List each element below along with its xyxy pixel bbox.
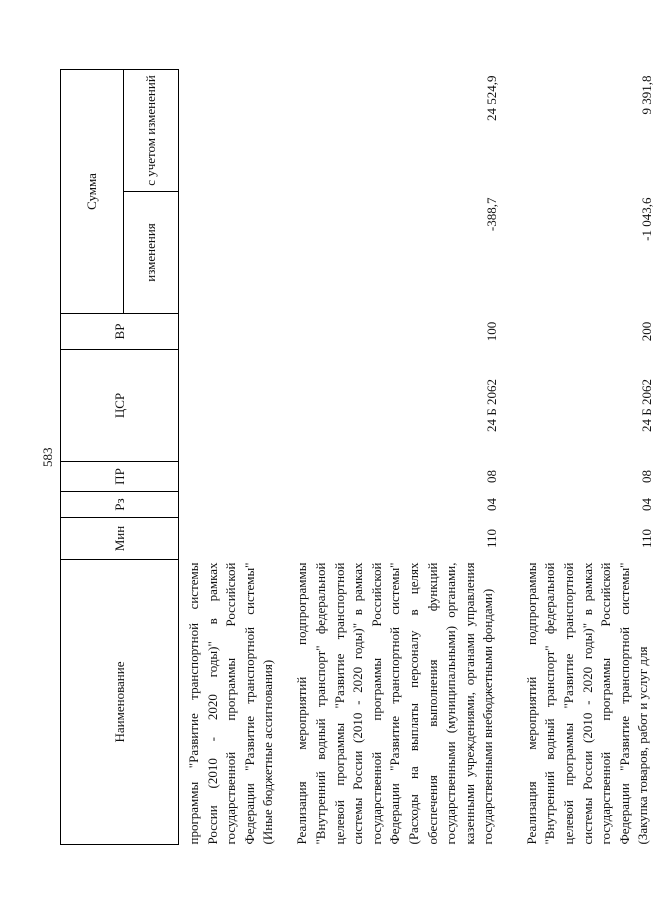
row-name: Реализация мероприятий подпрограммы "Внутренний водный транспорт" федеральной целевой программы "Развитие транспортной системы России (2010 - 2020 годы)" в рамках государственной программы Российской Федерации "Развитие транспортной системы" (Расходы на выплаты персоналу в целях обеспечения выполнения функций государственными (муниципальными) органами, казенными учреждениями, органами управления государственными внебюджетными фондами) bbox=[294, 562, 496, 845]
row-vr: 200 bbox=[639, 321, 655, 342]
row-izm: -1 043,6 bbox=[639, 197, 655, 241]
header-uchet: с учетом изменений bbox=[124, 70, 179, 192]
row-name: программы "Развитие транспортной системы России (2010 - 2020 годы)" в рамках государственной программы Российской Федерации "Развитие транспортной системы" (Иные бюджетные ассигнования) bbox=[186, 562, 276, 845]
header-csr: ЦСР bbox=[61, 350, 179, 462]
row-vr bbox=[179, 314, 282, 350]
table-row bbox=[179, 70, 282, 845]
row-csr: 24 Б 2062 bbox=[484, 379, 500, 432]
row-pr: 08 bbox=[639, 470, 655, 483]
row-min: 110 bbox=[639, 528, 655, 549]
row-rz bbox=[179, 492, 282, 518]
row-rz: 04 bbox=[639, 498, 655, 511]
row-uchet bbox=[179, 70, 282, 192]
header-min: Мин bbox=[61, 518, 179, 560]
table-row bbox=[282, 70, 502, 845]
page-number: 583 bbox=[40, 447, 55, 467]
row-min: 110 bbox=[484, 528, 500, 549]
header-sum: Сумма bbox=[61, 70, 124, 314]
row-uchet: 9 391,8 bbox=[639, 75, 655, 115]
row-min bbox=[179, 518, 282, 560]
row-izm bbox=[179, 192, 282, 314]
row-pr: 08 bbox=[484, 470, 500, 483]
row-rz: 04 bbox=[484, 498, 500, 511]
row-izm: -388,7 bbox=[484, 197, 500, 232]
header-name: Наименование bbox=[61, 560, 179, 845]
row-pr bbox=[179, 462, 282, 492]
header-vr: ВР bbox=[61, 314, 179, 350]
header-pr: ПР bbox=[61, 462, 179, 492]
row-csr bbox=[179, 350, 282, 462]
row-csr: 24 Б 2062 bbox=[639, 379, 655, 432]
table-row bbox=[502, 70, 657, 845]
row-name: Реализация мероприятий подпрограммы "Внутренний водный транспорт" федеральной целевой программы "Развитие транспортной системы России (2010 - 2020 годы)" в рамках государственной программы Российской Федерации "Развитие транспортной системы" (Закупка товаров, работ и услуг для bbox=[523, 562, 651, 845]
header-rz: Рз bbox=[61, 492, 179, 518]
header-izm: изменения bbox=[124, 192, 179, 314]
name-column-divider bbox=[168, 559, 174, 560]
budget-table bbox=[60, 69, 657, 845]
row-vr: 100 bbox=[484, 321, 500, 342]
row-uchet: 24 524,9 bbox=[484, 75, 500, 121]
